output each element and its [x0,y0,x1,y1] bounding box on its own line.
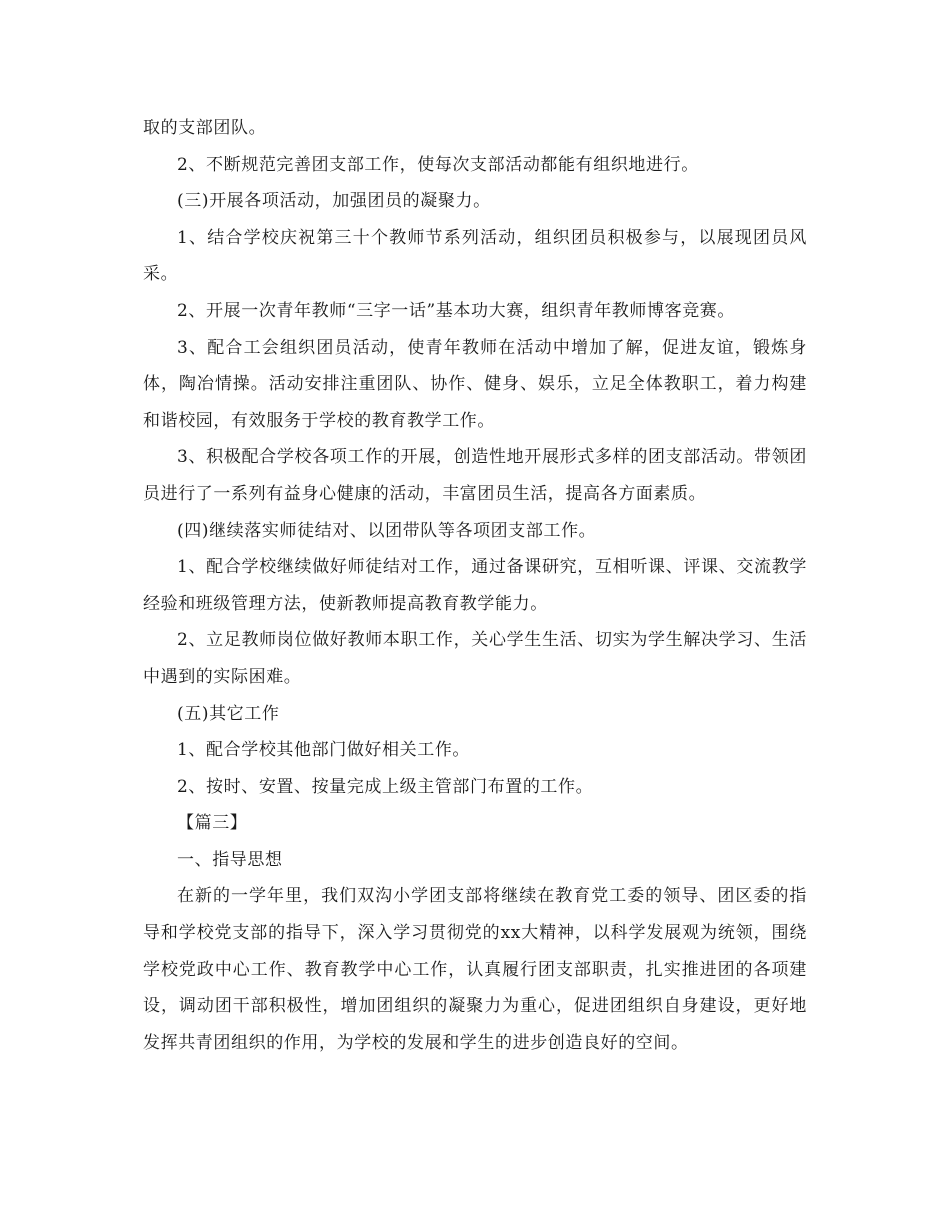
paragraph-item-2-duty: 2、立足教师岗位做好教师本职工作，关心学生生活、切实为学生解决学习、生活中遇到的实际困难。 [143,630,807,687]
section-heading-4: (四)继续落实师徒结对、以团带队等各项团支部工作。 [177,520,597,541]
paragraph-item-2-standardize: 2、不断规范完善团支部工作，使每次支部活动都能有组织地进行。 [177,154,699,175]
paragraph-item-2-competition: 2、开展一次青年教师“三字一话”基本功大赛，组织青年教师博客竞赛。 [177,300,735,321]
paragraph-item-1-other: 1、配合学校其他部门做好相关工作。 [177,740,471,761]
paragraph-continuation: 取的支部团队。 [143,118,267,138]
paragraph-item-2-ontime: 2、按时、安置、按量完成上级主管部门布置的工作。 [177,776,594,797]
paragraph-guiding-thought: 在新的一学年里，我们双沟小学团支部将继续在教育党工委的领导、团区委的指导和学校党支部的指导下，深入学习贯彻党的xx大精神，以科学发展观为统领，围绕学校党政中心工作、教育教学中心工作，认真履行团支部职责，扎实推进团的各项建设，调动团干部积极性，增加团组织的凝聚力为重心，促进团组织自身建设，更好地发挥共青团组织的作用，为学校的发展和学生的进步创造良好的空间。 [143,886,807,1053]
section-heading-5: (五)其它工作 [177,703,280,724]
paragraph-item-1-teachers-day: 1、结合学校庆祝第三十个教师节系列活动，组织团员积极参与，以展现团员风采。 [143,227,807,285]
paragraph-item-3-cooperate: 3、积极配合学校各项工作的开展，创造性地开展形式多样的团支部活动。带领团员进行了一系列有益身心健康的活动，丰富团员生活，提高各方面素质。 [143,447,807,504]
paragraph-item-3-union: 3、配合工会组织团员活动，使青年教师在活动中增加了解，促进友谊，锻炼身体，陶冶情操。活动安排注重团队、协作、健身、娱乐，立足全体教职工，着力构建和谐校园，有效服务于学校的教育教学工作。 [143,337,807,431]
paragraph-item-1-mentoring: 1、配合学校继续做好师徒结对工作，通过备课研究，互相听课、评课、交流教学经验和班级管理方法，使新教师提高教育教学能力。 [143,557,807,614]
chapter-heading: 【篇三】 [177,813,248,834]
section-heading-3: (三)开展各项活动，加强团员的凝聚力。 [177,191,491,212]
section-heading-guiding: 一、指导思想 [177,849,283,870]
document-body [143,110,807,1061]
